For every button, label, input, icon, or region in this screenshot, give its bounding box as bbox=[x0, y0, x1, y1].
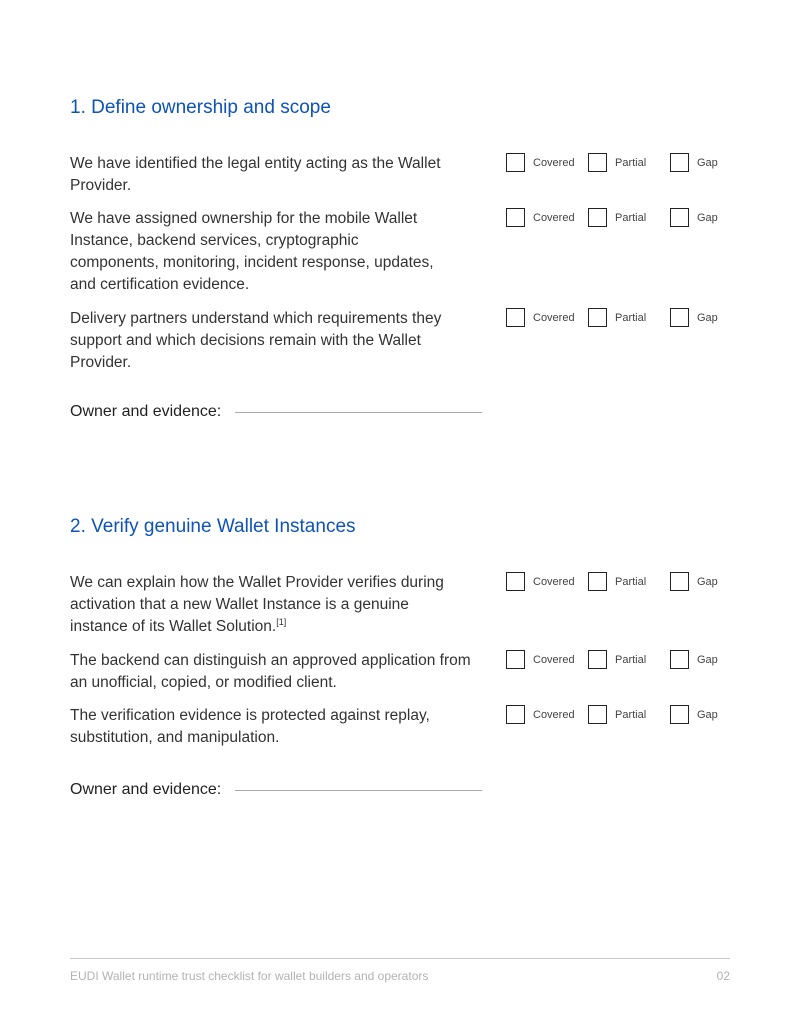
partial-label: Partial bbox=[615, 312, 647, 324]
covered-checkbox[interactable] bbox=[506, 153, 586, 175]
covered-label: Covered bbox=[533, 312, 575, 324]
item-text: The backend can distinguish an approved application from an unofficial, copied, or modified client. bbox=[70, 652, 471, 691]
checkbox-box[interactable] bbox=[588, 705, 607, 724]
partial-label: Partial bbox=[615, 709, 647, 721]
covered-label: Covered bbox=[533, 212, 575, 224]
checkbox-box[interactable] bbox=[588, 572, 607, 591]
section-2-title: 2. Verify genuine Wallet Instances bbox=[70, 516, 356, 537]
partial-checkbox[interactable] bbox=[588, 153, 658, 175]
status-options bbox=[506, 572, 730, 594]
status-options bbox=[506, 650, 730, 672]
owner-evidence-label: Owner and evidence: bbox=[70, 781, 222, 798]
owner-evidence-label: Owner and evidence: bbox=[70, 403, 222, 420]
checkbox-box[interactable] bbox=[506, 650, 525, 669]
checkbox-box[interactable] bbox=[670, 208, 689, 227]
partial-checkbox[interactable] bbox=[588, 650, 658, 672]
gap-label: Gap bbox=[697, 654, 718, 666]
owner-evidence-input[interactable] bbox=[235, 777, 482, 791]
covered-checkbox[interactable] bbox=[506, 208, 586, 230]
partial-label: Partial bbox=[615, 157, 647, 169]
covered-checkbox[interactable] bbox=[506, 705, 586, 727]
gap-label: Gap bbox=[697, 157, 718, 169]
checkbox-box[interactable] bbox=[506, 572, 525, 591]
gap-label: Gap bbox=[697, 576, 718, 588]
checkbox-box[interactable] bbox=[506, 208, 525, 227]
footer-title: EUDI Wallet runtime trust checklist for wallet builders and operators bbox=[70, 969, 429, 983]
gap-checkbox[interactable] bbox=[670, 650, 730, 672]
checkbox-box[interactable] bbox=[670, 650, 689, 669]
item-text: Delivery partners understand which requirements they support and which decisions remain with the Wallet Provider. bbox=[70, 310, 442, 371]
item-text bbox=[70, 572, 450, 638]
partial-label: Partial bbox=[615, 576, 647, 588]
partial-label: Partial bbox=[615, 654, 647, 666]
partial-checkbox[interactable] bbox=[588, 572, 658, 594]
checkbox-box[interactable] bbox=[670, 705, 689, 724]
checkbox-box[interactable] bbox=[588, 308, 607, 327]
item-text-body: We can explain how the Wallet Provider verifies during activation that a new Wallet Instance is a genuine instance of its Wallet Solution. bbox=[70, 574, 444, 635]
footnote-ref[interactable]: [1] bbox=[276, 617, 287, 627]
covered-checkbox[interactable] bbox=[506, 650, 586, 672]
covered-label: Covered bbox=[533, 654, 575, 666]
owner-evidence-underline bbox=[235, 412, 482, 413]
gap-checkbox[interactable] bbox=[670, 705, 730, 727]
status-options bbox=[506, 705, 730, 727]
owner-evidence-input[interactable] bbox=[235, 399, 482, 413]
covered-checkbox[interactable] bbox=[506, 308, 586, 330]
gap-label: Gap bbox=[697, 312, 718, 324]
status-options bbox=[506, 308, 730, 330]
item-text: The verification evidence is protected against replay, substitution, and manipulation. bbox=[70, 707, 430, 746]
covered-checkbox[interactable] bbox=[506, 572, 586, 594]
item-text: We have assigned ownership for the mobile Wallet Instance, backend services, cryptographic components, monitoring, incident response, updates, and certification evidence. bbox=[70, 210, 434, 293]
footer-divider bbox=[70, 958, 730, 959]
status-options bbox=[506, 153, 730, 175]
page-number: 02 bbox=[716, 969, 730, 983]
section-1-owner-evidence bbox=[70, 401, 490, 427]
checkbox-box[interactable] bbox=[588, 153, 607, 172]
gap-checkbox[interactable] bbox=[670, 208, 730, 230]
gap-checkbox[interactable] bbox=[670, 308, 730, 330]
partial-label: Partial bbox=[615, 212, 647, 224]
item-text: We have identified the legal entity acting as the Wallet Provider. bbox=[70, 155, 441, 194]
checkbox-box[interactable] bbox=[506, 308, 525, 327]
gap-checkbox[interactable] bbox=[670, 153, 730, 175]
checkbox-box[interactable] bbox=[670, 308, 689, 327]
status-options bbox=[506, 208, 730, 230]
covered-label: Covered bbox=[533, 709, 575, 721]
owner-evidence-underline bbox=[235, 790, 482, 791]
checkbox-box[interactable] bbox=[588, 208, 607, 227]
checkbox-box[interactable] bbox=[670, 572, 689, 591]
partial-checkbox[interactable] bbox=[588, 308, 658, 330]
checkbox-box[interactable] bbox=[588, 650, 607, 669]
gap-label: Gap bbox=[697, 709, 718, 721]
partial-checkbox[interactable] bbox=[588, 705, 658, 727]
gap-checkbox[interactable] bbox=[670, 572, 730, 594]
checkbox-box[interactable] bbox=[506, 153, 525, 172]
covered-label: Covered bbox=[533, 576, 575, 588]
gap-label: Gap bbox=[697, 212, 718, 224]
checkbox-box[interactable] bbox=[506, 705, 525, 724]
section-2-owner-evidence bbox=[70, 779, 490, 805]
section-1-title: 1. Define ownership and scope bbox=[70, 97, 331, 118]
partial-checkbox[interactable] bbox=[588, 208, 658, 230]
checkbox-box[interactable] bbox=[670, 153, 689, 172]
covered-label: Covered bbox=[533, 157, 575, 169]
